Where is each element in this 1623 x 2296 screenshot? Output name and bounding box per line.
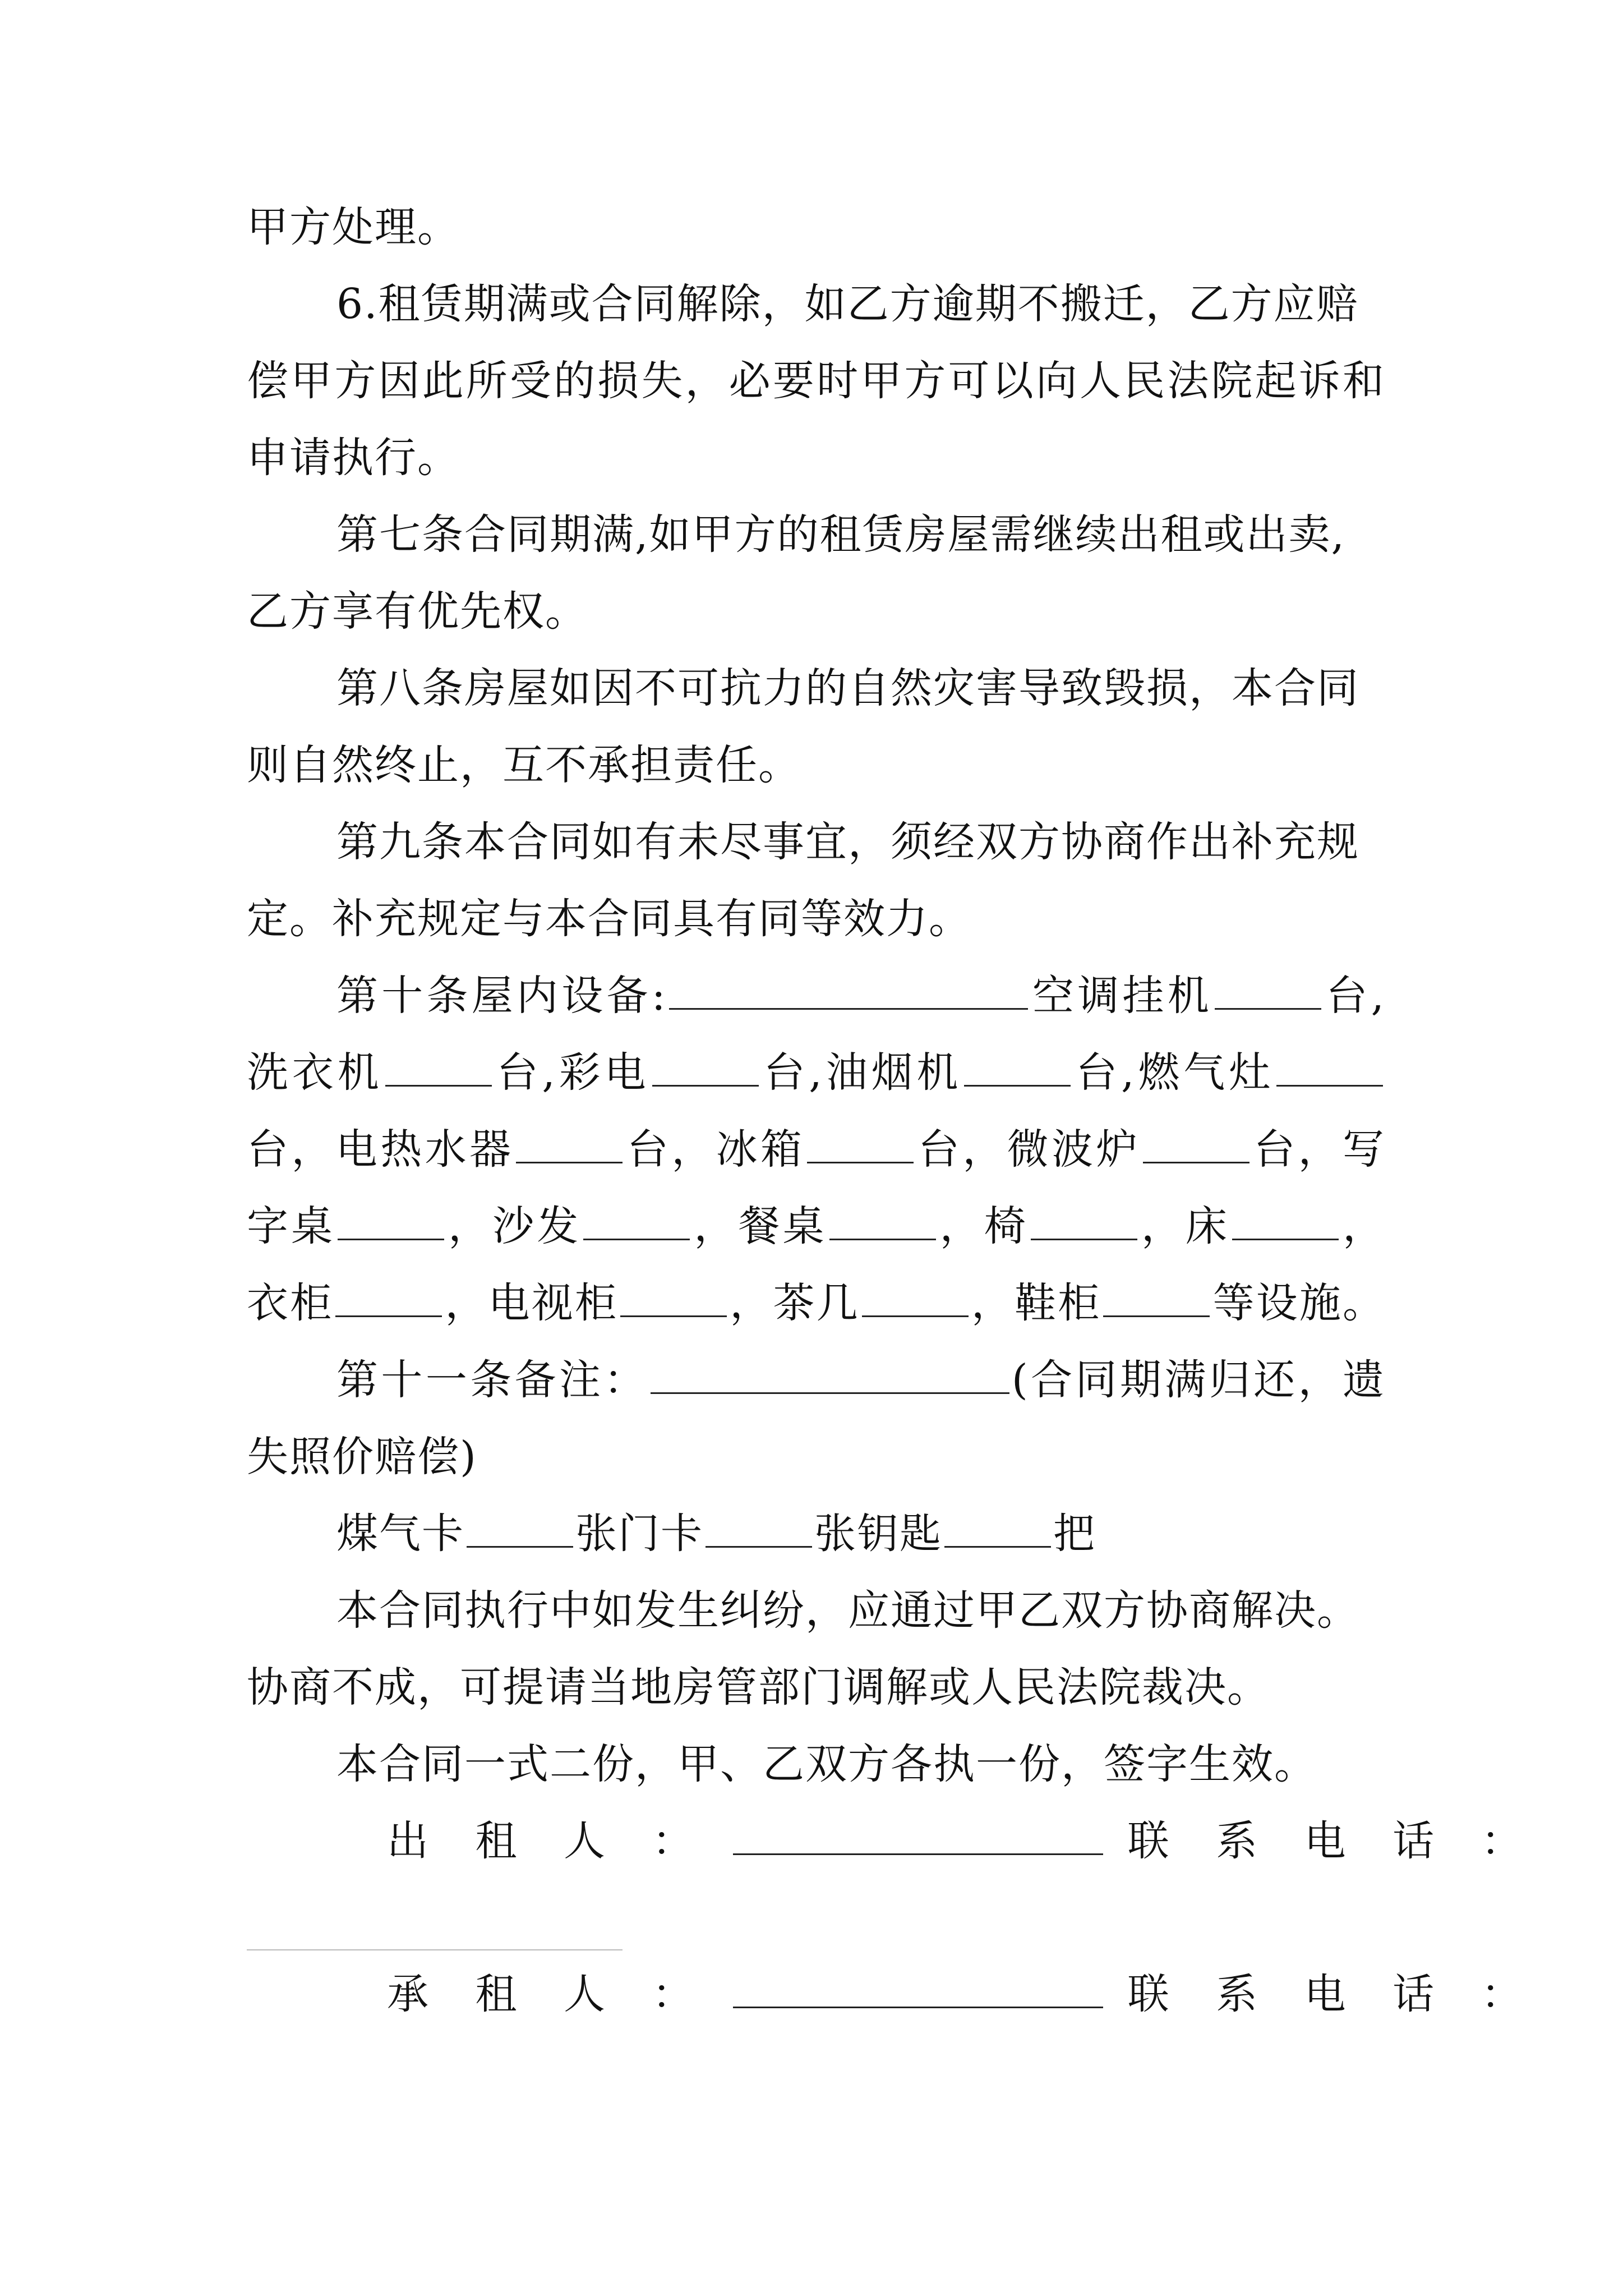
blank-field[interactable]	[964, 1046, 1071, 1087]
blank-field[interactable]	[1031, 1199, 1137, 1240]
blank-field[interactable]	[1103, 1276, 1210, 1317]
article-8-line-1: 第八条房屋如因不可抗力的自然灾害导致毁损，本合同	[336, 664, 1359, 712]
blank-field[interactable]	[583, 1199, 690, 1240]
keys-line: 煤气卡 张门卡 张钥匙 把	[336, 1503, 1385, 1565]
blank-field[interactable]	[652, 1046, 759, 1087]
blank-field[interactable]	[829, 1199, 936, 1240]
blank-field[interactable]	[385, 1046, 492, 1087]
closing-line-2: 协商不成，可提请当地房管部门调解或人民法院裁决。	[247, 1663, 1270, 1711]
blank-field[interactable]	[516, 1122, 623, 1163]
blank-field[interactable]	[944, 1507, 1051, 1548]
lessor-label: 出 租 人 ：	[387, 1817, 711, 1865]
blank-field[interactable]	[651, 1353, 1009, 1394]
article-9-line-1: 第九条本合同如有未尽事宜，须经双方协商作出补充规	[336, 818, 1359, 866]
blank-field[interactable]	[1143, 1122, 1249, 1163]
article-7-line-2: 乙方享有优先权。	[247, 587, 588, 636]
lessor-signature-field[interactable]	[733, 1814, 1103, 1855]
lessee-label: 承 租 人 ：	[387, 1970, 711, 2018]
blank-field[interactable]	[862, 1276, 969, 1317]
blank-field[interactable]	[1215, 969, 1321, 1010]
equipment-line-2: 洗衣机 台,彩电 台,油烟机 台,燃气灶	[247, 1042, 1385, 1103]
clause-6-line-1: 6.租赁期满或合同解除，如乙方逾期不搬迁，乙方应赔	[336, 280, 1359, 328]
clause-6-line-2: 偿甲方因此所受的损失，必要时甲方可以向人民法院起诉和	[247, 357, 1385, 405]
clause-6-line-3: 申请执行。	[247, 434, 460, 482]
equipment-line-1: 第十条屋内设备: 空调挂机 台,	[336, 965, 1385, 1027]
remarks-line-1: 第十一条备注： (合同期满归还，遗	[336, 1349, 1385, 1411]
blank-field[interactable]	[1232, 1199, 1339, 1240]
equipment-line-3: 台，电热水器 台，冰箱 台，微波炉 台，写	[247, 1119, 1385, 1180]
blank-field[interactable]	[335, 1276, 442, 1317]
lessee-signature-field[interactable]	[733, 1967, 1103, 2008]
closing-line-3: 本合同一式二份，甲、乙双方各执一份，签字生效。	[336, 1740, 1317, 1788]
lessor-phone-label: 联 系 电 话 ：	[1127, 1817, 1539, 1865]
lessee-phone-label: 联 系 电 话 ：	[1127, 1970, 1539, 2018]
lessor-signature-line	[387, 1810, 1539, 1872]
blank-field[interactable]	[620, 1276, 727, 1317]
blank-field[interactable]	[467, 1507, 573, 1548]
blank-field[interactable]	[338, 1199, 444, 1240]
closing-line-1: 本合同执行中如发生纠纷，应通过甲乙双方协商解决。	[336, 1586, 1359, 1635]
paragraph-line: 甲方处理。	[247, 203, 460, 251]
phone-underline[interactable]	[247, 1949, 623, 1950]
remarks-line-2: 失照价赔偿)	[247, 1433, 477, 1481]
equipment-line-5: 衣柜 ，电视柜 ，茶几 ，鞋柜 等设施。	[247, 1272, 1385, 1334]
article-8-line-2: 则自然终止，互不承担责任。	[247, 741, 801, 789]
equipment-line-4: 字桌 ，沙发 ，餐桌 ，椅 ，床 ，	[247, 1195, 1385, 1257]
blank-field[interactable]	[706, 1507, 812, 1548]
blank-field[interactable]	[669, 969, 1028, 1010]
article-9-line-2: 定。补充规定与本合同具有同等效力。	[247, 895, 971, 943]
blank-field[interactable]	[807, 1122, 914, 1163]
lessee-signature-line	[387, 1963, 1539, 2025]
blank-field[interactable]	[1276, 1046, 1383, 1087]
article-7-line-1: 第七条合同期满,如甲方的租赁房屋需继续出租或出卖,	[336, 510, 1346, 559]
